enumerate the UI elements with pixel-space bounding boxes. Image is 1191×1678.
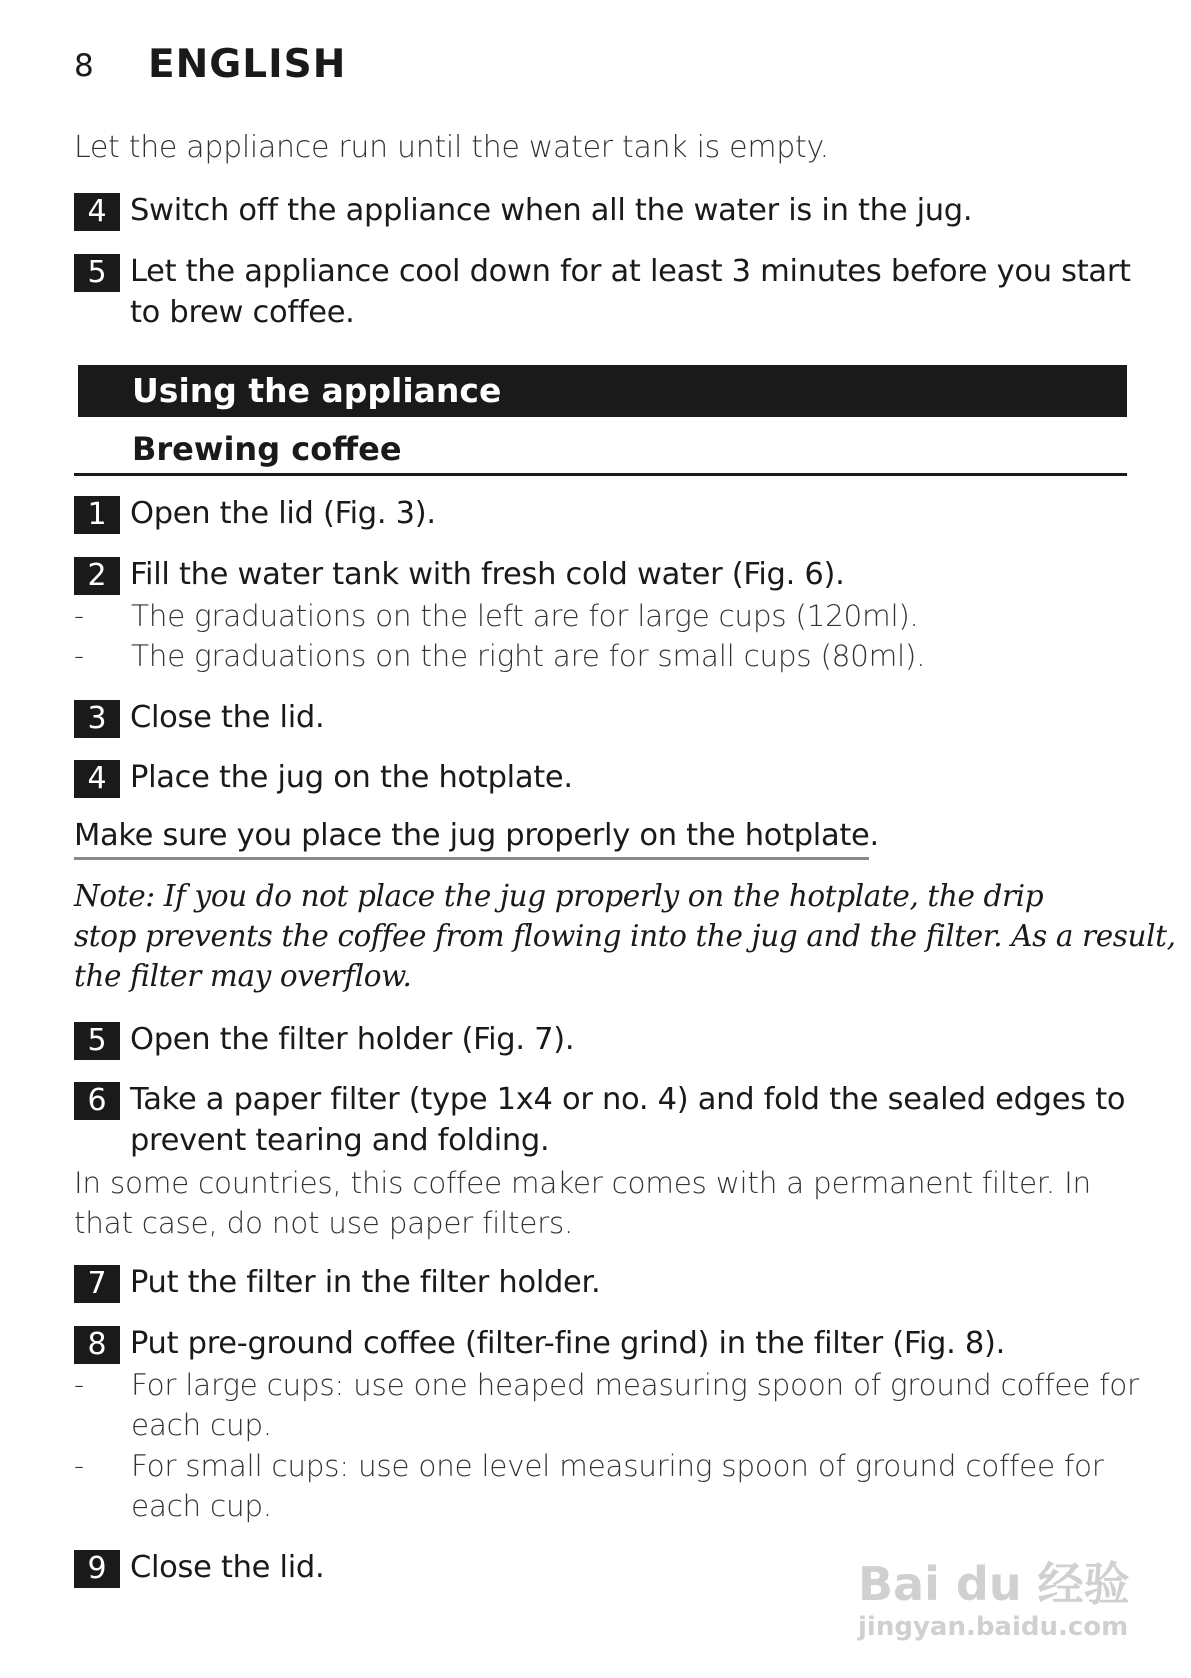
- bullet-text: The graduations on the left are for large cups (120ml).: [131, 599, 919, 633]
- page-number: 8: [74, 48, 94, 84]
- step-text: Switch off the appliance when all the water is in the jug.: [130, 193, 973, 228]
- step-text: Close the lid.: [130, 700, 325, 735]
- info-line: that case, do not use paper filters.: [74, 1206, 574, 1240]
- step-4: [74, 757, 573, 798]
- warning-text: Make sure you place the jug properly on the hotplate.: [74, 818, 879, 853]
- step-text-line: Let the appliance cool down for at least 3 minutes before you start: [130, 254, 1131, 289]
- prep-step-4: [74, 190, 972, 231]
- step-text-line: Take a paper filter (type 1x4 or no. 4) and fold the sealed edges to: [130, 1082, 1126, 1117]
- bullet-text: [131, 1446, 1104, 1526]
- step-number: 3: [74, 700, 120, 738]
- bullet-item: [74, 1446, 1104, 1526]
- step-number: 1: [74, 496, 120, 534]
- step-text: Close the lid.: [130, 1550, 325, 1585]
- step-text: Open the filter holder (Fig. 7).: [130, 1022, 575, 1057]
- intro-text: Let the appliance run until the water tank is empty.: [74, 130, 829, 165]
- note-line: stop prevents the coffee from flowing into the jug and the filter. As a result,: [74, 919, 1176, 953]
- dash-marker: -: [74, 1368, 84, 1401]
- step-number: 5: [74, 1022, 120, 1060]
- step-number: 2: [74, 557, 120, 595]
- baidu-watermark-logo: Bai du 经验: [858, 1557, 1130, 1611]
- bullet-item: [74, 636, 925, 676]
- bullet-line: each cup.: [131, 1408, 272, 1442]
- language-heading: ENGLISH: [148, 42, 347, 87]
- step-6: [74, 1079, 1125, 1161]
- note-line: the filter may overflow.: [74, 959, 412, 993]
- step-text: Put pre-ground coffee (filter-fine grind) in the filter (Fig. 8).: [130, 1326, 1005, 1361]
- step-text: Fill the water tank with fresh cold water (Fig. 6).: [130, 557, 845, 592]
- step-number: 7: [74, 1265, 120, 1303]
- bullet-text: [131, 1365, 1139, 1445]
- warning-underline: [74, 857, 869, 860]
- subsection-title: Brewing coffee: [132, 430, 402, 468]
- step-number: 5: [74, 254, 120, 292]
- note-block: [74, 876, 1176, 996]
- step-number: 6: [74, 1082, 120, 1120]
- dash-marker: -: [74, 639, 84, 672]
- step-text: [130, 1079, 1125, 1161]
- bullet-line: For small cups: use one level measuring spoon of ground coffee for: [131, 1449, 1104, 1483]
- dash-marker: -: [74, 1449, 84, 1482]
- info-line: In some countries, this coffee maker comes with a permanent filter. In: [74, 1166, 1091, 1200]
- step-9: [74, 1547, 324, 1588]
- step-text: Open the lid (Fig. 3).: [130, 496, 436, 531]
- prep-step-5: [74, 251, 1131, 333]
- bullet-item: [74, 1365, 1139, 1445]
- bullet-line: For large cups: use one heaped measuring spoon of ground coffee for: [131, 1368, 1139, 1402]
- step-number: 9: [74, 1550, 120, 1588]
- step-7: [74, 1262, 600, 1303]
- bullet-line: each cup.: [131, 1489, 272, 1523]
- dash-marker: -: [74, 599, 84, 632]
- section-title-bar: [78, 365, 1127, 417]
- step-2: [74, 554, 845, 595]
- baidu-watermark-url: jingyan.baidu.com: [858, 1612, 1129, 1642]
- step-text: Place the jug on the hotplate.: [130, 760, 573, 795]
- subsection-divider: [74, 473, 1127, 476]
- info-text: [74, 1163, 1091, 1243]
- bullet-item: [74, 596, 919, 636]
- step-number: 4: [74, 760, 120, 798]
- step-text-line: to brew coffee.: [130, 295, 355, 330]
- bullet-text: The graduations on the right are for small cups (80ml).: [131, 639, 926, 673]
- step-1: [74, 493, 436, 534]
- step-3: [74, 697, 324, 738]
- note-line: Note: If you do not place the jug properly on the hotplate, the drip: [74, 879, 1044, 913]
- step-number: 4: [74, 193, 120, 231]
- step-text: [130, 251, 1131, 333]
- step-text-line: prevent tearing and folding.: [130, 1123, 550, 1158]
- step-text: Put the filter in the filter holder.: [130, 1265, 601, 1300]
- step-number: 8: [74, 1326, 120, 1364]
- section-title: Using the appliance: [132, 371, 502, 410]
- step-5: [74, 1019, 574, 1060]
- step-8: [74, 1323, 1005, 1364]
